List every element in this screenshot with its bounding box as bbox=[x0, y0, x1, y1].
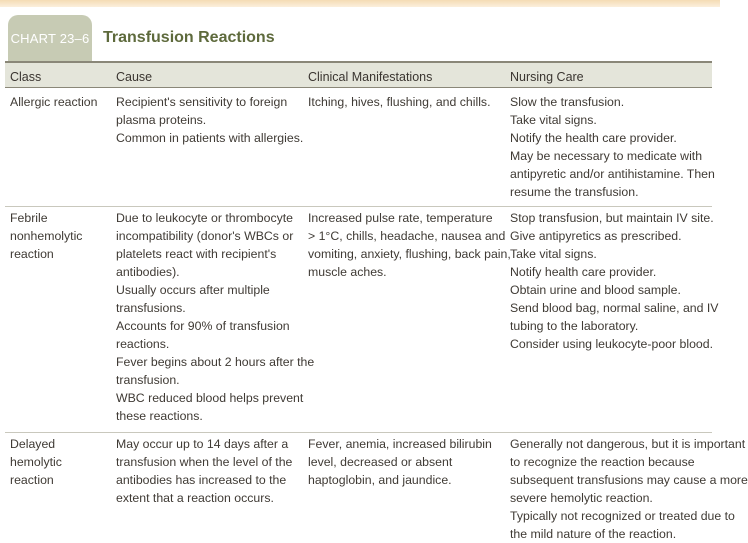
row-delayed-cause bbox=[116, 435, 292, 507]
row-febrile-class bbox=[10, 209, 82, 263]
cell-line: Recipient's sensitivity to foreign bbox=[116, 95, 288, 109]
cell-line: the mild nature of the reaction. bbox=[510, 527, 677, 541]
cell-line: reaction bbox=[10, 247, 54, 261]
cell-line: Itching, hives, flushing, and chills. bbox=[308, 95, 491, 109]
header-nursing-care: Nursing Care bbox=[510, 70, 584, 84]
chart-number: CHART 23–6 bbox=[10, 30, 90, 46]
row-divider bbox=[5, 432, 712, 433]
cell-line: extent that a reaction occurs. bbox=[116, 491, 274, 505]
cell-line: > 1°C, chills, headache, nausea and bbox=[308, 229, 506, 243]
row-delayed-nursing-care bbox=[510, 435, 748, 543]
row-divider bbox=[5, 206, 712, 207]
cell-line: Take vital signs. bbox=[510, 113, 597, 127]
cell-line: Fever, anemia, increased bilirubin bbox=[308, 437, 492, 451]
cell-line: haptoglobin, and jaundice. bbox=[308, 473, 452, 487]
cell-line: hemolytic bbox=[10, 455, 62, 469]
cell-line: severe hemolytic reaction. bbox=[510, 491, 653, 505]
header-clinical-manifestations: Clinical Manifestations bbox=[308, 70, 433, 84]
cell-line: May be necessary to medicate with bbox=[510, 149, 703, 163]
cell-line: antibodies). bbox=[116, 265, 180, 279]
chart-number-tab bbox=[8, 15, 92, 61]
cell-line: antibodies has increased to the bbox=[116, 473, 287, 487]
cell-line: to recognize the reaction because bbox=[510, 455, 695, 469]
cell-line: Give antipyretics as prescribed. bbox=[510, 229, 682, 243]
cell-line: vomiting, anxiety, flushing, back pain, bbox=[308, 247, 511, 261]
cell-line: Common in patients with allergies. bbox=[116, 131, 304, 145]
cell-line: Usually occurs after multiple bbox=[116, 283, 270, 297]
cell-line: reactions. bbox=[116, 337, 170, 351]
chart-title: Transfusion Reactions bbox=[103, 29, 275, 46]
cell-line: nonhemolytic bbox=[10, 229, 83, 243]
cell-line: May occur up to 14 days after a bbox=[116, 437, 289, 451]
cell-line: Notify health care provider. bbox=[510, 265, 657, 279]
cell-line: transfusions. bbox=[116, 301, 186, 315]
cell-line: muscle aches. bbox=[308, 265, 387, 279]
cell-line: Stop transfusion, but maintain IV site. bbox=[510, 211, 714, 225]
cell-line: Generally not dangerous, but it is important bbox=[510, 437, 746, 451]
cell-line: Febrile bbox=[10, 211, 48, 225]
cell-line: resume the transfusion. bbox=[510, 185, 639, 199]
cell-line: Slow the transfusion. bbox=[510, 95, 625, 109]
cell-line: Typically not recognized or treated due to bbox=[510, 509, 735, 523]
row-delayed-manifestations bbox=[308, 435, 492, 489]
cell-line: Delayed bbox=[10, 437, 56, 451]
cell-line: Obtain urine and blood sample. bbox=[510, 283, 681, 297]
row-febrile-nursing-care bbox=[510, 209, 719, 353]
cell-line: subsequent transfusions may cause a more bbox=[510, 473, 748, 487]
cell-line: level, decreased or absent bbox=[308, 455, 453, 469]
header-cause: Cause bbox=[116, 70, 153, 84]
cell-line: Due to leukocyte or thrombocyte bbox=[116, 211, 294, 225]
cell-line: Take vital signs. bbox=[510, 247, 597, 261]
row-allergic-class bbox=[10, 93, 97, 111]
cell-line: tubing to the laboratory. bbox=[510, 319, 639, 333]
row-allergic-manifestations bbox=[308, 93, 491, 111]
top-color-band bbox=[0, 0, 720, 7]
cell-line: Allergic reaction bbox=[10, 95, 98, 109]
cell-line: transfusion when the level of the bbox=[116, 455, 293, 469]
row-delayed-class bbox=[10, 435, 62, 489]
cell-line: platelets react with recipient's bbox=[116, 247, 277, 261]
cell-line: Consider using leukocyte-poor blood. bbox=[510, 337, 714, 351]
cell-line: Accounts for 90% of transfusion bbox=[116, 319, 290, 333]
cell-line: incompatibility (donor's WBCs or bbox=[116, 229, 294, 243]
row-allergic-nursing-care bbox=[510, 93, 715, 201]
table-header-rule bbox=[5, 87, 712, 88]
cell-line: reaction bbox=[10, 473, 54, 487]
cell-line: plasma proteins. bbox=[116, 113, 207, 127]
row-febrile-manifestations bbox=[308, 209, 511, 281]
cell-line: Fever begins about 2 hours after the bbox=[116, 355, 315, 369]
row-febrile-cause bbox=[116, 209, 314, 425]
cell-line: these reactions. bbox=[116, 409, 203, 423]
cell-line: antipyretic and/or antihistamine. Then bbox=[510, 167, 715, 181]
header-class: Class bbox=[10, 70, 42, 84]
cell-line: transfusion. bbox=[116, 373, 180, 387]
cell-line: WBC reduced blood helps prevent bbox=[116, 391, 304, 405]
cell-line: Send blood bag, normal saline, and IV bbox=[510, 301, 719, 315]
row-allergic-cause bbox=[116, 93, 303, 147]
cell-line: Notify the health care provider. bbox=[510, 131, 677, 145]
cell-line: Increased pulse rate, temperature bbox=[308, 211, 493, 225]
